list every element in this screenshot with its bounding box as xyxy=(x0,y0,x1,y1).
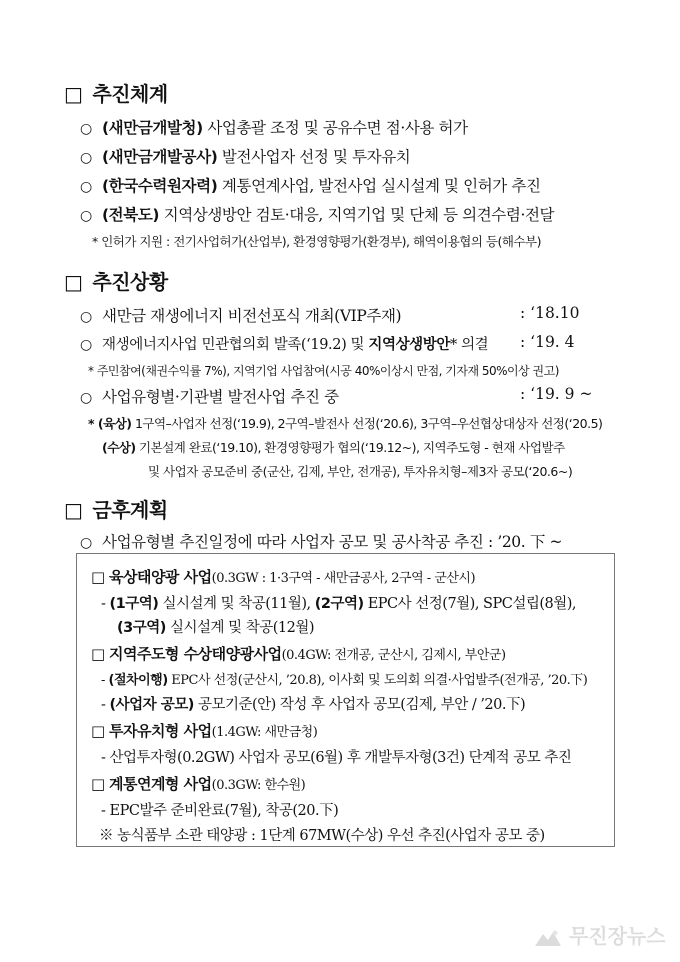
plan-regional-heading: □ 지역주도형 수상태양광사업(0.4GW: 전개공, 군산시, 김제시, 부안군) xyxy=(91,645,506,663)
section-title-system xyxy=(64,78,168,107)
status-item-2-note: * 주민참여(채권수익률 7%), 지역기업 사업참여(시공 40%이상시 만점, 기자재 50%이상 권고) xyxy=(88,364,559,378)
plan-grid-line-1: - EPC발주 준비완료(7월), 착공(20.下) xyxy=(101,803,339,819)
plan-invest-heading: □ 투자유치형 사업(1.4GW: 새만금청) xyxy=(91,722,318,740)
plan-item-1: ○ 사업유형별 추진일정에 따라 사업자 공모 및 공사착공 추진 : ’20. 下 ~ xyxy=(80,533,563,551)
plan-details-box xyxy=(76,553,615,847)
status-land: * (육상) 1구역–사업자 선정(‘19.9), 2구역–발전사 선정(‘20.6), 3구역–우선협상대상자 선정(‘20.5) xyxy=(88,416,603,431)
plan-invest-line-1: - 산업투자형(0.2GW) 사업자 공모(6월) 후 개발투자형(3건) 단계적 공모 추진 xyxy=(101,750,572,766)
plan-land-heading: □ 육상태양광 사업(0.3GW : 1·3구역 - 새만금공사, 2구역 - 군산시) xyxy=(91,568,476,586)
mountain-logo-icon xyxy=(534,928,562,948)
section-title-text: 추진체계 xyxy=(92,82,168,106)
watermark-text: 무진장뉴스 xyxy=(568,924,666,948)
status-item-3-date: : ‘19. 9 ~ xyxy=(520,385,593,403)
system-item-2: ○ (새만금개발공사) 발전사업자 선정 및 투자유치 xyxy=(80,148,411,166)
plan-footnote: ※ 농식품부 소관 태양광 : 1단계 67MW(수상) 우선 추진(사업자 공모 중) xyxy=(99,828,545,844)
plan-land-line-1: - (1구역) 실시설계 및 착공(11월), (2구역) EPC사 선정(7월), SPC설립(8월), xyxy=(101,596,577,612)
plan-regional-line-1: - (절차이행) EPC사 선정(군산시, ’20.8), 이사회 및 도의회 의결·사업발주(전개공, ’20.下) xyxy=(101,673,588,688)
section-title-plan: □ 금후계획 xyxy=(64,498,168,522)
system-item-1: ○ (새만금개발청) 사업총괄 조정 및 공유수면 점·사용 허가 xyxy=(80,119,468,137)
section-title-status: □ 추진상황 xyxy=(64,270,168,294)
news-watermark xyxy=(534,920,674,954)
status-water: (수상) 기본설계 완료(‘19.10), 환경영향평가 협의(‘19.12~), 지역주도형 - 현재 사업발주 xyxy=(102,440,565,455)
status-item-1-date: : ‘18.10 xyxy=(520,304,580,322)
status-item-2-date: : ‘19. 4 xyxy=(520,333,575,351)
status-item-3: ○ 사업유형별·기관별 발전사업 추진 중 xyxy=(80,388,339,406)
plan-regional-line-2: - (사업자 공모) 공모기준(안) 작성 후 사업자 공모(김제, 부안 / ’20.下) xyxy=(101,697,526,713)
plan-grid-heading: □ 계통연계형 사업(0.3GW: 한수원) xyxy=(91,775,306,793)
status-item-2: ○ 재생에너지사업 민관협의회 발족(‘19.2) 및 지역상생방안* 의결 xyxy=(80,337,489,353)
plan-land-line-2: (3구역) 실시설계 및 착공(12월) xyxy=(117,620,315,636)
system-note: * 인허가 지원 : 전기사업허가(산업부), 환경영향평가(환경부), 해역이용협의 등(해수부) xyxy=(92,234,541,249)
system-item-4: ○ (전북도) 지역상생방안 검토·대응, 지역기업 및 단체 등 의견수렴·전달 xyxy=(80,206,555,224)
system-item-3: ○ (한국수력원자력) 계통연계사업, 발전사업 실시설계 및 인허가 추진 xyxy=(80,177,541,195)
status-item-1: ○ 새만금 재생에너지 비전선포식 개최(VIP주재) xyxy=(80,307,402,325)
section-box-marker: □ xyxy=(64,82,83,106)
status-water-2: 및 사업자 공모준비 중(군산, 김제, 부안, 전개공), 투자유치형–제3자 공모(‘20.6~) xyxy=(148,464,573,479)
